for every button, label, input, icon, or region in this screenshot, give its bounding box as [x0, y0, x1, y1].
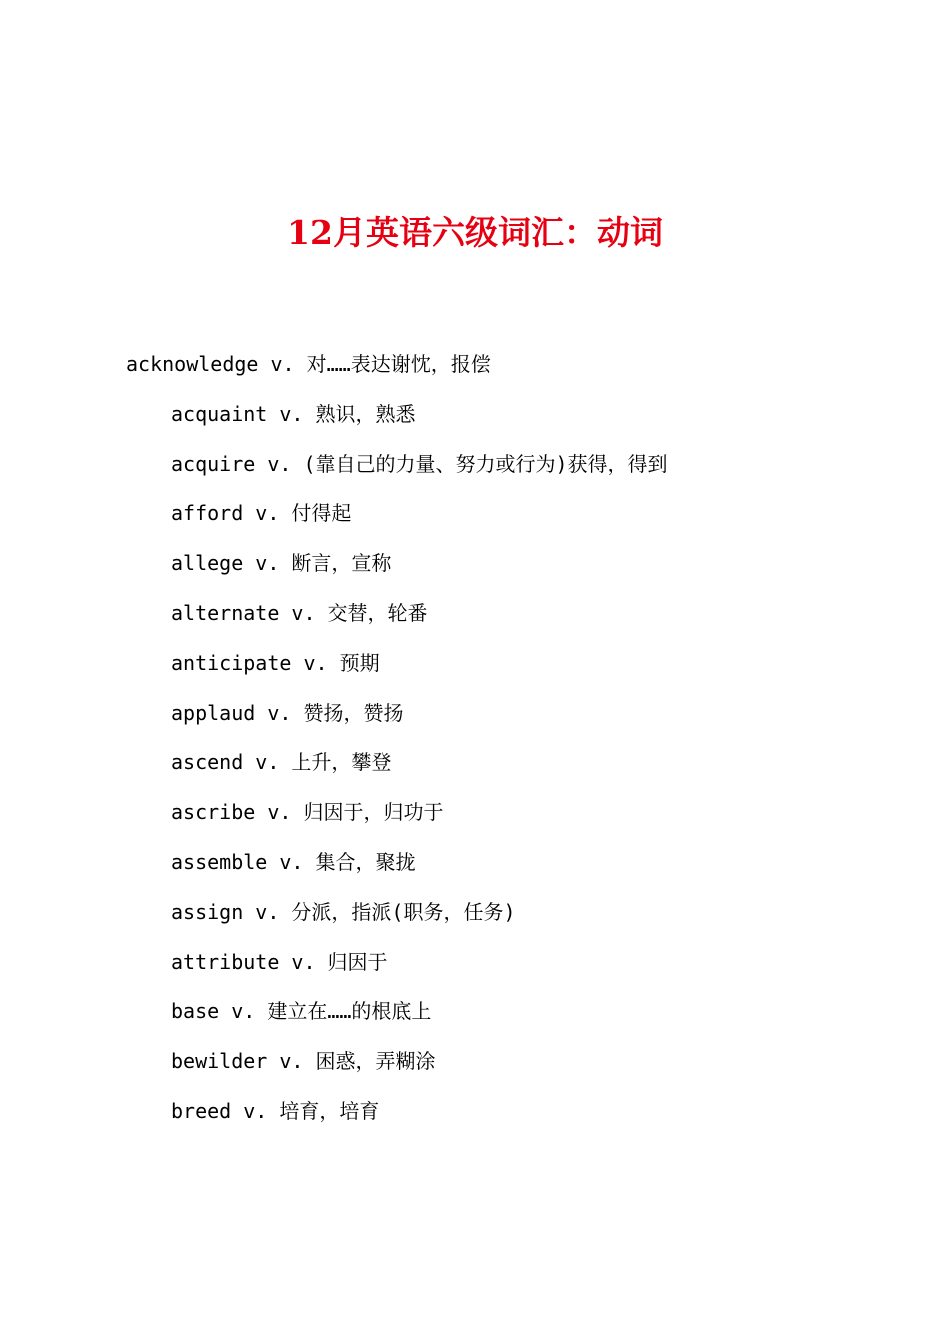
- vocabulary-entry: assign v. 分派，指派(职务，任务): [171, 899, 516, 924]
- vocabulary-entry: acknowledge v. 对……表达谢忱，报偿: [126, 352, 491, 376]
- vocabulary-entry: bewilder v. 困惑，弄糊涂: [171, 1049, 436, 1074]
- vocabulary-entry: breed v. 培育，培育: [171, 1098, 380, 1123]
- vocabulary-entry: base v. 建立在……的根底上: [171, 999, 432, 1024]
- vocabulary-entry: attribute v. 归因于: [171, 949, 388, 974]
- document-title: 12月英语六级词汇：动词: [287, 213, 663, 252]
- vocabulary-entry: acquaint v. 熟识，熟悉: [171, 401, 416, 426]
- vocabulary-list: [0, 340, 950, 1137]
- vocabulary-entry: afford v. 付得起: [171, 501, 352, 526]
- vocabulary-entry: ascribe v. 归因于，归功于: [171, 800, 444, 825]
- vocabulary-entry: applaud v. 赞扬，赞扬: [171, 700, 404, 725]
- vocabulary-entry: alternate v. 交替，轮番: [171, 600, 428, 625]
- vocabulary-entry: anticipate v. 预期: [171, 650, 380, 675]
- vocabulary-entry: allege v. 断言，宣称: [171, 551, 392, 576]
- vocabulary-entry: assemble v. 集合，聚拢: [171, 849, 416, 874]
- vocabulary-entry: acquire v. (靠自己的力量、努力或行为)获得，得到: [171, 451, 668, 476]
- vocabulary-entry: ascend v. 上升，攀登: [171, 750, 392, 775]
